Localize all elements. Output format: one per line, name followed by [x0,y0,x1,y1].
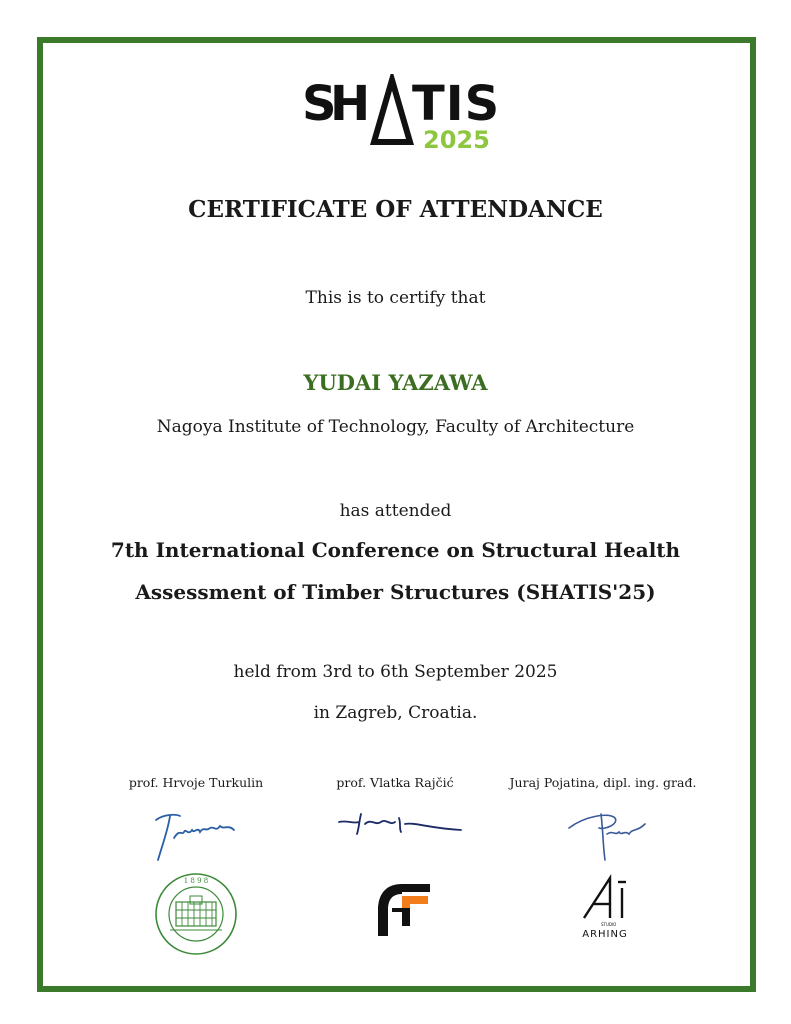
conference-title-line2: Assessment of Timber Structures (SHATIS'25) [135,580,656,604]
arhing-logo-icon [580,874,630,922]
logo-tree-a-icon [370,74,414,146]
shatis-logo [298,74,501,154]
certificate-title: CERTIFICATE OF ATTENDANCE [188,196,603,223]
attended-text: has attended [339,501,452,521]
cf-faculty-logo-icon [372,880,434,940]
logo-letters-tis: TIS [412,76,501,132]
signature-pojatina-icon [565,806,649,864]
arhing-name-label: ARHING [582,929,628,940]
conference-location: in Zagreb, Croatia. [313,703,478,723]
logo-year: 2025 [423,126,490,154]
arhing-studio-label: STUDIO [601,922,617,927]
recipient-institution: Nagoya Institute of Technology, Faculty of Architecture [156,417,635,437]
signer-name-3: Juraj Pojatina, dipl. ing. građ. [509,775,697,790]
logo-letter-h: H [330,76,372,132]
faculty-seal-icon [154,872,238,956]
logo-letter-s: S [302,76,338,132]
signer-name-2: prof. Vlatka Rajčić [336,775,454,790]
recipient-name: YUDAI YAZAWA [303,370,488,395]
conference-dates: held from 3rd to 6th September 2025 [233,662,558,682]
svg-text:1 8 9 8: 1 8 9 8 [183,877,209,885]
signature-rajcic-icon [335,810,465,838]
signature-turkulin-icon [150,808,240,864]
conference-title-line1: 7th International Conference on Structural Health [110,538,681,562]
signer-name-1: prof. Hrvoje Turkulin [128,775,264,790]
certify-text: This is to certify that [305,288,486,308]
